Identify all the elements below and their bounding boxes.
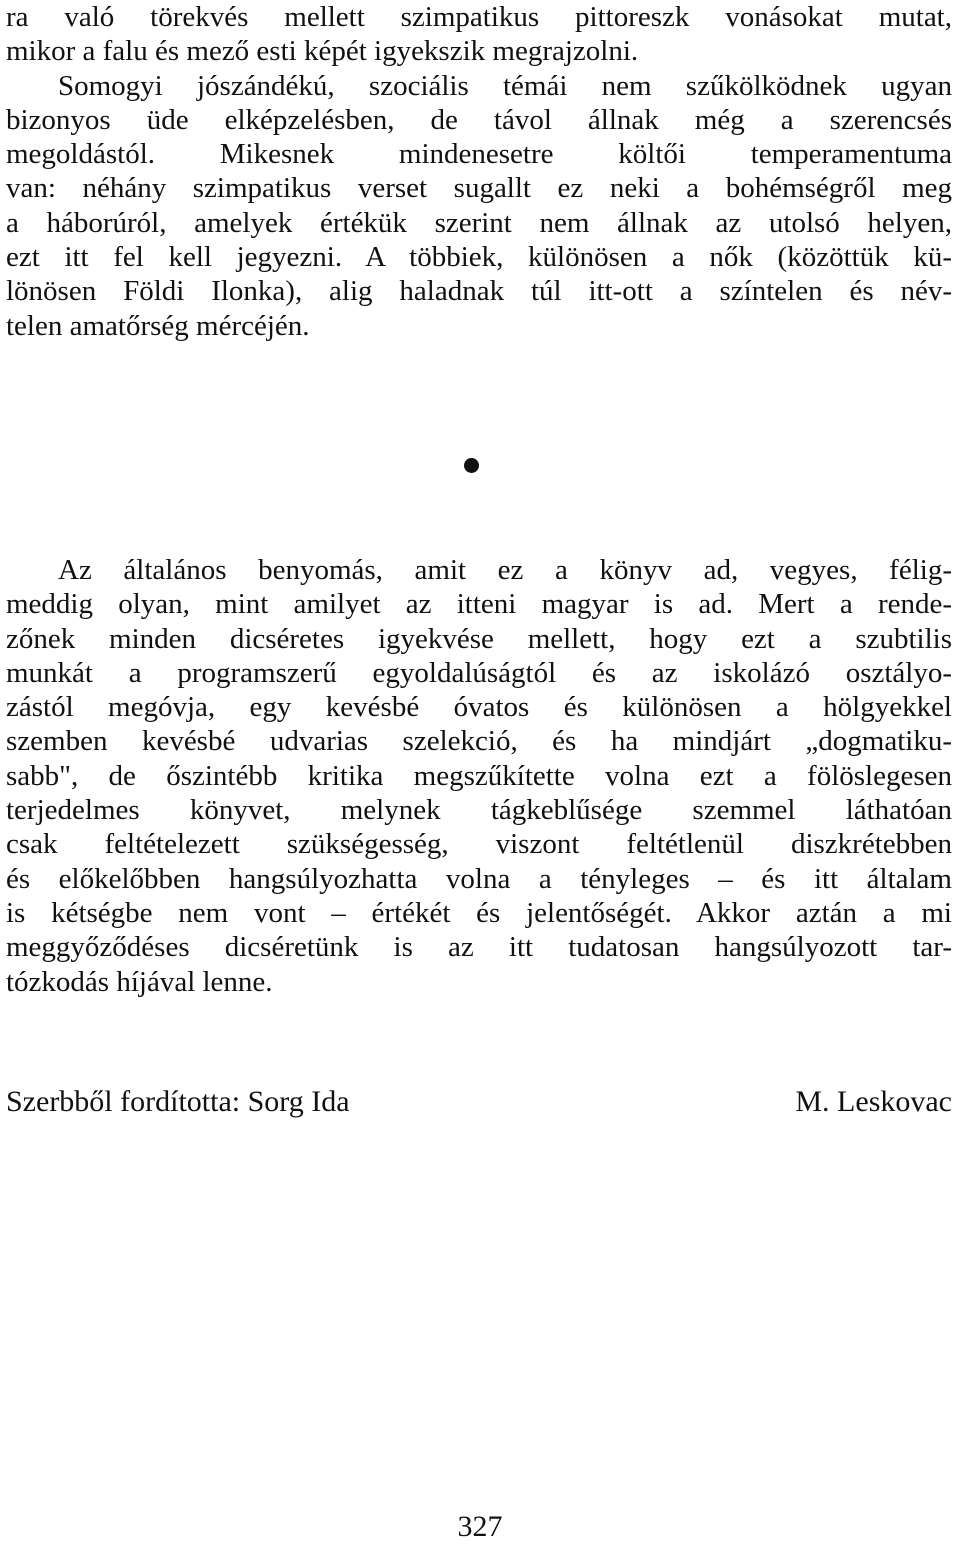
text-line: szemben kevésbé udvarias szelekció, és ha mindjárt „dogmatiku- — [6, 725, 952, 758]
section-separator-dot — [464, 458, 479, 473]
text-line: Az általános benyomás, amit ez a könyv ad, vegyes, félig- — [58, 554, 952, 586]
text-line: tózkodás híjával lenne. — [6, 965, 273, 998]
paragraph-2 — [6, 553, 952, 999]
text-line: sabb", de őszintébb kritika megszűkítette volna ezt a fölöslegesen — [6, 759, 952, 792]
paragraph-1 — [6, 0, 952, 343]
text-line: mikor a falu és mező esti képét igyekszik megrajzolni. — [6, 35, 639, 68]
text-line: és előkelőbben hangsúlyozhatta volna a tényleges – és itt általam — [6, 862, 952, 895]
text-line: is kétségbe nem vont – értékét és jelentőségét. Akkor aztán a mi — [6, 896, 952, 929]
author-name: M. Leskovac — [795, 1085, 952, 1118]
text-line: zástól megóvja, egy kevésbé óvatos és különösen a hölgyekkel — [6, 691, 952, 724]
text-line: bizonyos üde elképzelésben, de távol állnak még a szerencsés — [6, 103, 952, 136]
text-line: a háborúról, amelyek értékük szerint nem állnak az utolsó helyen, — [6, 206, 952, 239]
text-line: terjedelmes könyvet, melynek tágkeblűsége szemmel láthatóan — [6, 794, 952, 827]
translator-credit: Szerbből fordította: Sorg Ida — [6, 1085, 350, 1118]
text-line: meggyőződéses dicséretünk is az itt tudatosan hangsúlyozott tar- — [6, 931, 952, 964]
signature-row — [6, 1082, 952, 1122]
text-line: ezt itt fel kell jegyezni. A többiek, különösen a nők (közöttük kü- — [6, 241, 952, 274]
text-line: meddig olyan, mint amilyet az itteni magyar is ad. Mert a rende- — [6, 588, 952, 621]
text-line: van: néhány szimpatikus verset sugallt ez neki a bohémségről meg — [6, 172, 952, 205]
text-line: munkát a programszerű egyoldalúságtól és az iskolázó osztályo- — [6, 656, 952, 689]
text-line: megoldástól. Mikesnek mindenesetre költői temperamentuma — [6, 138, 952, 171]
text-line: csak feltételezett szükségesség, viszont feltétlenül diszkrétebben — [6, 828, 952, 861]
page-number: 327 — [457, 1510, 503, 1543]
text-line: Somogyi jószándékú, szociális témái nem szűkölködnek ugyan — [58, 69, 952, 102]
text-line: ra való törekvés mellett szimpatikus pittoreszk vonásokat mutat, — [6, 1, 952, 33]
text-line: telen amatőrség mércéjén. — [6, 309, 310, 342]
text-line: lönösen Földi Ilonka), alig haladnak túl itt-ott a színtelen és név- — [6, 275, 952, 308]
text-line: zőnek minden dicséretes igyekvése mellett, hogy ezt a szubtilis — [6, 622, 952, 655]
